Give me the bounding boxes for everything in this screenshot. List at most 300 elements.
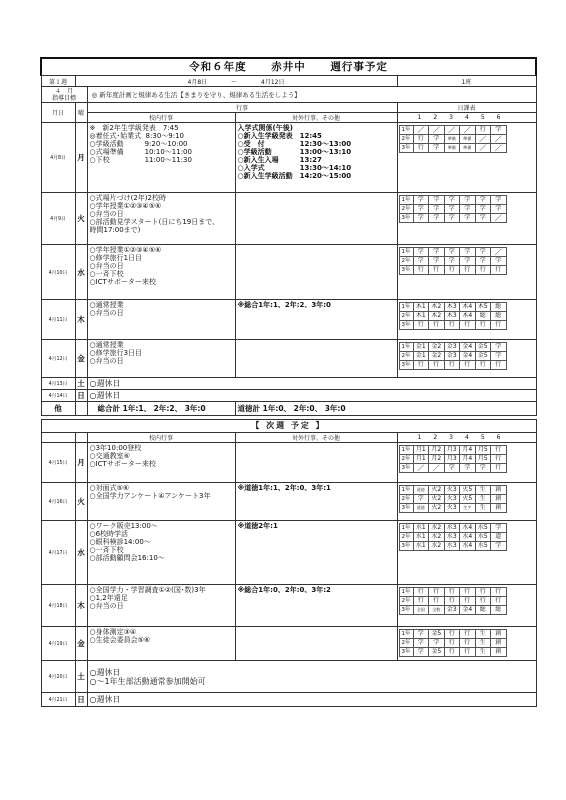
timetable-row xyxy=(399,248,506,257)
timetable-cell: 金3 xyxy=(444,352,460,361)
timetable-cell: 学 xyxy=(491,126,507,135)
school-events: ○ワーク販売13:00～ ○6校時学活 ○眼科検診14:00～ ○一斉下校 ○部活動顧問会16:10～ xyxy=(87,521,235,585)
day-row xyxy=(41,693,536,707)
timetable-row xyxy=(399,352,506,361)
goal-header xyxy=(41,87,87,103)
timetable-cell: 火5 xyxy=(460,495,476,504)
timetable-cell: 水4 xyxy=(460,542,476,551)
external-events: ※道徳1年:1、2年:0、3年:1 xyxy=(235,483,397,521)
timetable-cell: 総 xyxy=(475,312,491,321)
day-date: 4月21日 xyxy=(41,693,75,707)
timetable-cell: 学 xyxy=(429,214,445,223)
timetable-cell: 行 xyxy=(429,266,445,275)
timetable-cell: 学 xyxy=(491,352,507,361)
timetable-grade: 1年 xyxy=(399,446,413,455)
timetable-cell: 金1 xyxy=(413,343,429,352)
timetable-cell: 学 xyxy=(475,196,491,205)
timetable-cell: 準備 xyxy=(444,135,460,144)
timetable-cell: 創 xyxy=(491,639,507,648)
school-events: ※ 新2年生学級発表 7:45 ◎着任式･始業式 8:30～9:10 ○学級活動 9:20～10:00 ○式場準備 10:10～11:00 ○下校 11:00～11:30 xyxy=(87,123,235,193)
timetable-cell: 水4 xyxy=(460,533,476,542)
timetable-cell: 月4 xyxy=(460,446,476,455)
timetable-row xyxy=(399,486,506,495)
goal-month: ４ 月 xyxy=(54,87,73,95)
week-sep: ～ xyxy=(231,78,238,86)
timetable xyxy=(397,340,536,378)
day-row xyxy=(41,245,536,300)
timetable-grade: 2年 xyxy=(399,639,413,648)
external-events xyxy=(235,627,397,661)
next-period-5: 5 xyxy=(480,433,485,441)
timetable-grid xyxy=(399,587,507,615)
next-week-columns xyxy=(41,433,536,443)
school-events: ○通常授業 ○修学旅行3日目 ○弁当の日 xyxy=(87,340,235,378)
period-6: 6 xyxy=(496,113,501,121)
timetable-cell: 水5 xyxy=(475,524,491,533)
next-week-header xyxy=(41,420,536,433)
timetable-row xyxy=(399,455,506,464)
timetable-cell: 火3 xyxy=(444,495,460,504)
timetable-cell: ／ xyxy=(413,126,429,135)
timetable-cell: 行 xyxy=(491,321,507,330)
day-date: 4月13日 xyxy=(41,378,75,390)
timetable-cell: 木2 xyxy=(429,303,445,312)
timetable-cell: ／ xyxy=(491,144,507,153)
timetable-cell: 学 xyxy=(444,205,460,214)
goal-label: 指導目標 xyxy=(51,94,76,102)
timetable-col-header: 日課表 xyxy=(397,103,536,113)
timetable-cell: ／ xyxy=(491,214,507,223)
timetable-cell: 金2 xyxy=(429,343,445,352)
timetable-cell: 行 xyxy=(491,597,507,606)
school-events-header: 校内行事 xyxy=(87,113,235,123)
timetable-cell: 月2 xyxy=(429,446,445,455)
timetable-cell: 総 xyxy=(491,606,507,615)
timetable-cell: 学 xyxy=(491,196,507,205)
day-row xyxy=(41,390,536,402)
next-period-2: 2 xyxy=(433,433,438,441)
external-events-header: 対外行事、その他 xyxy=(235,113,397,123)
school-events: ○身体測定③④ ○生徒会委員会⑤⑥ xyxy=(87,627,235,661)
timetable-row xyxy=(399,135,506,144)
day-of-week: 月 xyxy=(75,123,87,193)
next-school-events-header: 校内行事 xyxy=(87,433,235,443)
timetable-grade: 3年 xyxy=(399,542,413,551)
next-period-3: 3 xyxy=(449,433,453,441)
timetable-grade: 1年 xyxy=(399,126,413,135)
period-2: 2 xyxy=(433,113,438,121)
timetable-cell: 水2 xyxy=(429,542,445,551)
timetable-cell: 行 xyxy=(444,266,460,275)
week-range xyxy=(75,76,397,87)
timetable-row xyxy=(399,588,506,597)
timetable-grade: 1年 xyxy=(399,588,413,597)
timetable-cell: 学 xyxy=(475,214,491,223)
timetable-cell: 行 xyxy=(429,321,445,330)
timetable-grade: 3年 xyxy=(399,648,413,657)
timetable-cell: ／ xyxy=(460,126,476,135)
timetable-cell: ／ xyxy=(491,248,507,257)
week-to: 4月12日 xyxy=(261,78,285,86)
day-of-week: 土 xyxy=(75,661,87,693)
timetable-row xyxy=(399,446,506,455)
day-of-week: 水 xyxy=(75,245,87,300)
timetable-cell: 行 xyxy=(444,361,460,370)
timetable xyxy=(397,443,536,483)
timetable-cell: 道徳 xyxy=(413,504,429,513)
day-of-week: 日 xyxy=(75,693,87,707)
timetable-cell: 創 xyxy=(491,630,507,639)
period-header xyxy=(397,113,536,123)
timetable-cell: 木2 xyxy=(429,312,445,321)
timetable-cell: 火5 xyxy=(460,486,476,495)
timetable-cell: 学 xyxy=(444,214,460,223)
school-events: ○通常授業 ○弁当の日 xyxy=(87,300,235,340)
document-title xyxy=(41,58,536,76)
timetable-row xyxy=(399,126,506,135)
timetable-cell: 学 xyxy=(460,248,476,257)
timetable-grid xyxy=(399,523,507,551)
timetable-cell: 学 xyxy=(491,257,507,266)
timetable-cell: 生 xyxy=(475,648,491,657)
timetable-cell: 生 xyxy=(475,630,491,639)
next-period-4: 4 xyxy=(464,433,469,441)
timetable-grid xyxy=(399,125,507,153)
external-events: ※総合1年:1、2年:2、3年:0 xyxy=(235,300,397,340)
timetable xyxy=(397,585,536,627)
timetable-cell: 学 xyxy=(429,257,445,266)
timetable-grade: 1年 xyxy=(399,343,413,352)
school-events: ○学年授業①②③④⑤⑥ ○修学旅行1日目 ○弁当の日 ○一斉下校 ○ICTサポーター来校 xyxy=(87,245,235,300)
timetable-cell: 行 xyxy=(475,361,491,370)
timetable-cell: 学 xyxy=(413,205,429,214)
timetable-cell: 学 xyxy=(444,257,460,266)
schedule-table xyxy=(40,57,537,707)
timetable-cell: 学 xyxy=(460,196,476,205)
day-row xyxy=(41,627,536,661)
timetable-cell: 学 xyxy=(413,630,429,639)
timetable-cell: 準備 xyxy=(444,144,460,153)
timetable-cell: 木5 xyxy=(475,303,491,312)
timetable-cell: 行 xyxy=(413,588,429,597)
timetable-cell: 月5 xyxy=(475,455,491,464)
timetable-cell: 学 xyxy=(444,464,460,473)
timetable-grade: 3年 xyxy=(399,266,413,275)
timetable-cell: 行 xyxy=(444,588,460,597)
period-4: 4 xyxy=(464,113,469,121)
timetable-cell: 学 xyxy=(491,343,507,352)
timetable-cell: 行 xyxy=(413,321,429,330)
external-events: 入学式関係(午後) ○新入生学級発表 12:45 ○受 付 12:30～13:00 ○学級活動 13:00～13:10 ○新入生入場 13:27 ○入学式 13:30～14:10 ○新入生学級活動 14:20～15:00 xyxy=(235,123,397,193)
timetable-cell: 金2 xyxy=(429,352,445,361)
period-3: 3 xyxy=(449,113,453,121)
school-events: ○式場片づけ(2年)2校時 ○学年授業①②③④⑤⑥ ○弁当の日 ○部活動見学スタート(日にち19日まで、 時間17:00まで) xyxy=(87,193,235,245)
timetable-cell: 創 xyxy=(491,504,507,513)
timetable-cell: 行 xyxy=(413,597,429,606)
timetable-cell: 火2 xyxy=(429,504,445,513)
school-events: ○3年10:00登校 ○交通教室⑥ ○ICTサポーター来校 xyxy=(87,443,235,483)
holiday-events: ○週休日 xyxy=(87,390,536,402)
timetable-cell: ／ xyxy=(444,126,460,135)
timetable-grade: 2年 xyxy=(399,533,413,542)
timetable-cell: 行 xyxy=(413,266,429,275)
timetable-cell: 生ア xyxy=(460,504,476,513)
timetable xyxy=(397,245,536,300)
timetable-grade: 2年 xyxy=(399,135,413,144)
timetable-cell: 行 xyxy=(491,464,507,473)
timetable-row xyxy=(399,144,506,153)
external-events: ※道徳2年:1 xyxy=(235,521,397,585)
day-row xyxy=(41,443,536,483)
timetable-cell: 学 xyxy=(413,248,429,257)
timetable-cell: 水2 xyxy=(429,533,445,542)
timetable-cell: 全数 xyxy=(429,606,445,615)
external-events xyxy=(235,443,397,483)
timetable-grid xyxy=(399,445,507,473)
external-events: ※総合1年:0、2年:0、3年:2 xyxy=(235,585,397,627)
timetable-cell: 生 xyxy=(475,486,491,495)
timetable-cell: 生 xyxy=(475,504,491,513)
timetable-cell: 水1 xyxy=(413,542,429,551)
timetable-row xyxy=(399,524,506,533)
timetable-grade: 3年 xyxy=(399,144,413,153)
timetable-cell: 行 xyxy=(475,588,491,597)
timetable-cell: 金5 xyxy=(429,630,445,639)
timetable-cell: 金4 xyxy=(460,606,476,615)
timetable-row xyxy=(399,257,506,266)
integrated-total: 総合計 1年:1、 2年:2、 3年:0 xyxy=(87,402,235,416)
timetable-row xyxy=(399,196,506,205)
next-week-title: 【 次週 予定 】 xyxy=(41,420,536,433)
day-date: 4月8日 xyxy=(41,123,75,193)
day-row xyxy=(41,483,536,521)
day-date: 4月14日 xyxy=(41,390,75,402)
school-events: ○全国学力・学習調査①②(国･数)3年 ○1,2年遠足 ○弁当の日 xyxy=(87,585,235,627)
timetable-cell: 月3 xyxy=(444,446,460,455)
day-date: 4月9日 xyxy=(41,193,75,245)
day-date: 4月12日 xyxy=(41,340,75,378)
timetable-cell: 生 xyxy=(475,495,491,504)
timetable-cell: 学 xyxy=(429,196,445,205)
doc-title: 週行事予定 xyxy=(330,61,388,73)
timetable-cell: 総 xyxy=(491,303,507,312)
timetable-cell: 水5 xyxy=(475,533,491,542)
timetable-cell: 金5 xyxy=(475,343,491,352)
timetable-cell: 学 xyxy=(491,524,507,533)
timetable-grade: 2年 xyxy=(399,257,413,266)
timetable-cell: 行 xyxy=(475,597,491,606)
timetable xyxy=(397,521,536,585)
timetable-cell: 学 xyxy=(491,205,507,214)
timetable-cell: 行 xyxy=(444,648,460,657)
day-date: 4月20日 xyxy=(41,661,75,693)
period-5: 5 xyxy=(480,113,485,121)
day-date: 4月16日 xyxy=(41,483,75,521)
timetable-grade: 3年 xyxy=(399,321,413,330)
timetable-grade: 3年 xyxy=(399,214,413,223)
timetable-grade: 2年 xyxy=(399,352,413,361)
timetable-cell: 木4 xyxy=(460,303,476,312)
timetable-row xyxy=(399,464,506,473)
timetable-grade: 3年 xyxy=(399,464,413,473)
timetable-cell: 行 xyxy=(475,126,491,135)
timetable-cell: 木4 xyxy=(460,312,476,321)
timetable-cell: ／ xyxy=(475,135,491,144)
timetable-cell: 木1 xyxy=(413,312,429,321)
week-from: 4月8日 xyxy=(187,78,208,86)
timetable-cell: 学 xyxy=(413,639,429,648)
timetable-cell: 金3 xyxy=(444,606,460,615)
week-label: 第１週 xyxy=(41,76,75,87)
timetable-cell: 火2 xyxy=(429,495,445,504)
day-of-week: 火 xyxy=(75,483,87,521)
timetable-cell: 行 xyxy=(444,630,460,639)
period-1: 1 xyxy=(417,113,422,121)
events-col-header: 行事 xyxy=(87,103,397,113)
timetable-cell: 木3 xyxy=(444,303,460,312)
timetable-cell: 行 xyxy=(491,361,507,370)
timetable-cell: 行 xyxy=(460,630,476,639)
timetable-row xyxy=(399,361,506,370)
day-of-week: 金 xyxy=(75,340,87,378)
timetable-cell: 月5 xyxy=(475,446,491,455)
timetable-grid xyxy=(399,302,507,330)
timetable-cell: 行 xyxy=(475,321,491,330)
term-label: 1班 xyxy=(397,76,536,87)
external-events xyxy=(235,340,397,378)
next-period-1: 1 xyxy=(417,433,422,441)
timetable-cell: 道徳 xyxy=(413,486,429,495)
timetable-grade: 1年 xyxy=(399,303,413,312)
totals-label: 他 xyxy=(41,402,75,416)
timetable-grid xyxy=(399,342,507,370)
day-date: 4月11日 xyxy=(41,300,75,340)
timetable-cell: 行 xyxy=(491,588,507,597)
timetable-cell: ／ xyxy=(491,135,507,144)
timetable-cell: ／ xyxy=(429,126,445,135)
timetable-cell: 火3 xyxy=(444,504,460,513)
day-row xyxy=(41,123,536,193)
timetable-cell: 行 xyxy=(444,597,460,606)
timetable-cell: 学 xyxy=(444,248,460,257)
weekly-schedule-document xyxy=(40,57,535,707)
next-period-header xyxy=(397,433,536,443)
day-of-week: 火 xyxy=(75,193,87,245)
timetable-cell: 行 xyxy=(460,321,476,330)
timetable-cell: ／ xyxy=(475,144,491,153)
timetable-grade: 3年 xyxy=(399,504,413,513)
timetable-grid xyxy=(399,195,507,223)
timetable-cell: 金5 xyxy=(475,352,491,361)
timetable-grade: 2年 xyxy=(399,205,413,214)
timetable-grid xyxy=(399,247,507,275)
timetable-cell: 準備 xyxy=(460,144,476,153)
timetable-row xyxy=(399,343,506,352)
timetable-cell: 学 xyxy=(413,648,429,657)
day-of-week: 月 xyxy=(75,443,87,483)
day-row xyxy=(41,378,536,390)
timetable-cell: 木1 xyxy=(413,303,429,312)
timetable-cell: 学 xyxy=(491,542,507,551)
timetable-row xyxy=(399,266,506,275)
timetable-cell: 学 xyxy=(429,144,445,153)
timetable-row xyxy=(399,639,506,648)
totals-row xyxy=(41,402,536,416)
timetable-grade: 2年 xyxy=(399,312,413,321)
timetable-cell: 行 xyxy=(460,588,476,597)
day-date: 4月10日 xyxy=(41,245,75,300)
timetable-cell: 学 xyxy=(429,639,445,648)
goal-text: ◎ 新年度計画と規律ある生活【きまりを守り、規律ある生活をしよう】 xyxy=(87,87,536,103)
timetable-cell: 金1 xyxy=(413,352,429,361)
timetable-cell: 水1 xyxy=(413,524,429,533)
moral-total: 道徳計 1年:0、 2年:0、 3年:0 xyxy=(235,402,536,416)
timetable-cell: 行 xyxy=(444,321,460,330)
timetable-cell: 行 xyxy=(460,639,476,648)
timetable-cell: 学 xyxy=(475,205,491,214)
timetable-cell: 学 xyxy=(444,196,460,205)
timetable-cell: 学 xyxy=(413,495,429,504)
timetable-row xyxy=(399,504,506,513)
timetable-cell: 水5 xyxy=(475,542,491,551)
timetable-row xyxy=(399,533,506,542)
timetable-cell: 水4 xyxy=(460,524,476,533)
timetable-cell: 学 xyxy=(429,248,445,257)
year-title: 令和６年度 xyxy=(189,61,247,73)
timetable-cell: 総 xyxy=(491,312,507,321)
timetable-cell: 行 xyxy=(491,455,507,464)
timetable-cell: 水3 xyxy=(444,524,460,533)
timetable-cell: 行 xyxy=(429,361,445,370)
timetable-cell: 月2 xyxy=(429,455,445,464)
timetable-grade: 1年 xyxy=(399,196,413,205)
timetable-cell: 準備 xyxy=(460,135,476,144)
timetable-cell: 金5 xyxy=(429,648,445,657)
timetable-cell: 月3 xyxy=(444,455,460,464)
timetable-cell: ／ xyxy=(429,464,445,473)
timetable-cell: 創 xyxy=(491,648,507,657)
timetable-row xyxy=(399,542,506,551)
timetable-cell: 全国 xyxy=(413,606,429,615)
day-date: 4月17日 xyxy=(41,521,75,585)
day-date: 4月18日 xyxy=(41,585,75,627)
day-of-week: 木 xyxy=(75,585,87,627)
timetable-cell: 行 xyxy=(429,588,445,597)
timetable-cell: 創 xyxy=(491,495,507,504)
timetable-cell: 水3 xyxy=(444,533,460,542)
timetable-cell: 学 xyxy=(429,135,445,144)
school-name: 赤井中 xyxy=(271,61,306,73)
timetable-cell: 金3 xyxy=(444,343,460,352)
day-row xyxy=(41,340,536,378)
timetable-cell: 木3 xyxy=(444,312,460,321)
timetable xyxy=(397,193,536,245)
timetable-cell: 学 xyxy=(460,257,476,266)
timetable-cell: 水1 xyxy=(413,533,429,542)
timetable-cell: 月4 xyxy=(460,455,476,464)
day-of-week: 金 xyxy=(75,627,87,661)
timetable-grade: 1年 xyxy=(399,630,413,639)
timetable-cell: 学 xyxy=(460,464,476,473)
timetable-row xyxy=(399,214,506,223)
day-date: 4月19日 xyxy=(41,627,75,661)
timetable-cell: 火2 xyxy=(429,486,445,495)
timetable-grade: 2年 xyxy=(399,455,413,464)
timetable-cell: 行 xyxy=(475,266,491,275)
timetable-cell: 水3 xyxy=(444,542,460,551)
timetable-cell: 行 xyxy=(460,361,476,370)
timetable-cell: 総 xyxy=(475,606,491,615)
